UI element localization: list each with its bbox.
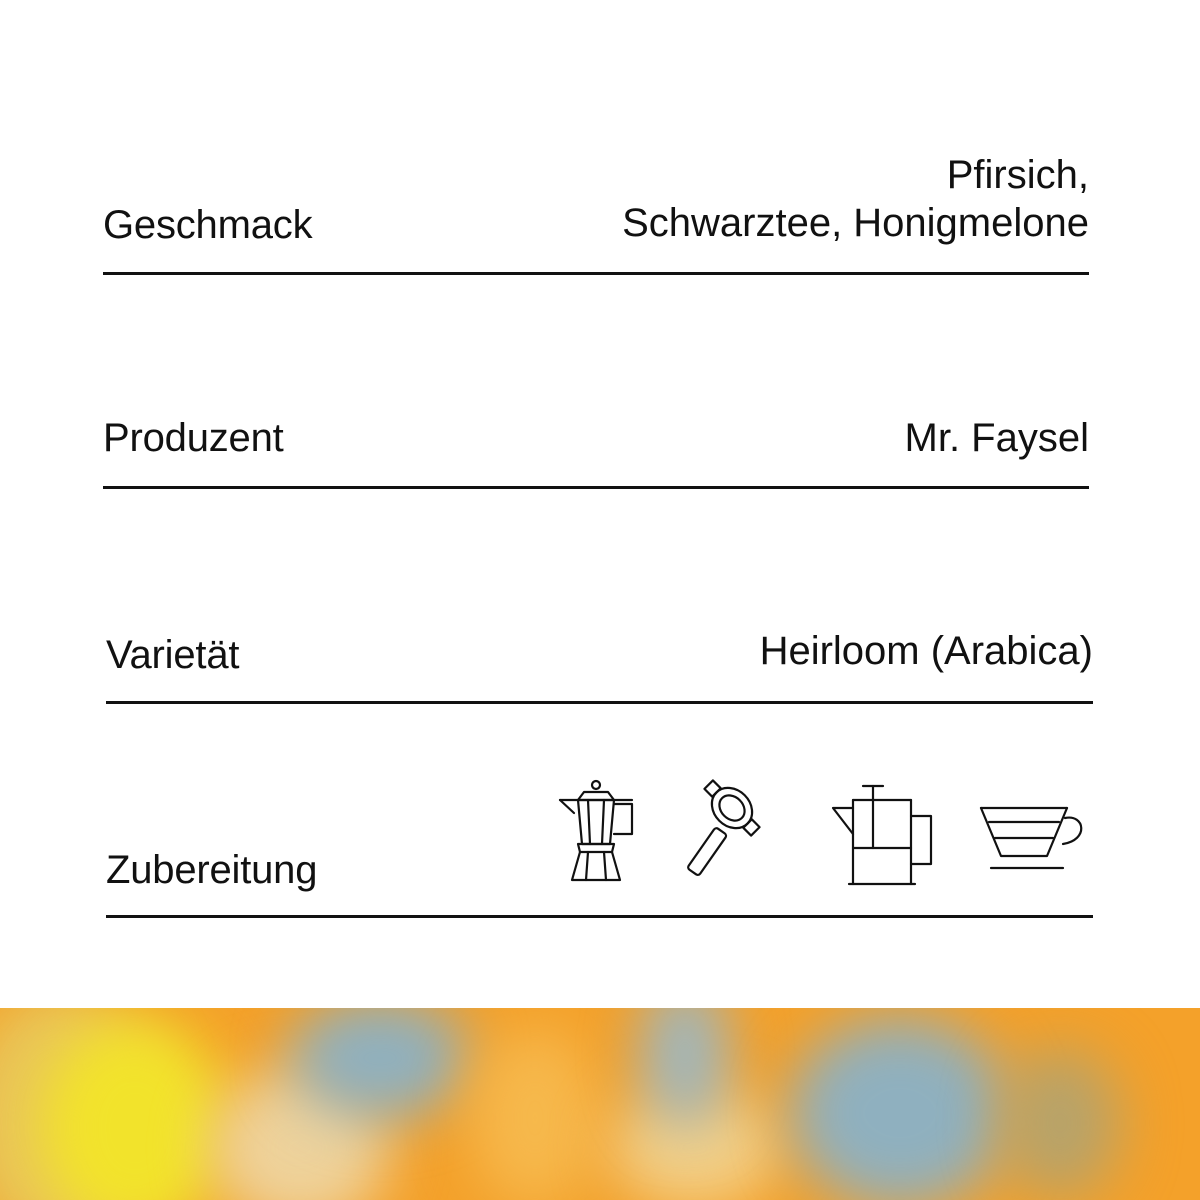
value-varietaet: Heirloom (Arabica) — [759, 629, 1093, 673]
gradient-blob — [790, 1018, 1010, 1200]
espresso-portafilter-icon — [687, 778, 777, 888]
row-geschmack — [103, 100, 1089, 275]
label-geschmack: Geschmack — [103, 203, 313, 247]
value-geschmack-line-2: Schwarztee, Honigmelone — [622, 201, 1089, 245]
label-varietaet: Varietät — [106, 633, 240, 677]
label-zubereitung: Zubereitung — [106, 848, 318, 892]
decorative-gradient-band — [0, 1008, 1200, 1200]
brew-method-icons — [554, 778, 1089, 888]
label-produzent: Produzent — [103, 416, 284, 460]
value-geschmack-line-1: Pfirsich, — [946, 153, 1089, 197]
pour-over-dripper-icon — [979, 778, 1089, 888]
value-geschmack — [622, 151, 1089, 247]
moka-pot-icon — [554, 778, 640, 888]
gradient-blob — [1000, 1048, 1120, 1198]
french-press-icon — [827, 778, 937, 888]
value-produzent: Mr. Faysel — [904, 416, 1089, 460]
gradient-blob — [470, 1028, 600, 1200]
row-produzent — [103, 320, 1089, 489]
row-varietaet — [106, 540, 1093, 704]
row-zubereitung — [106, 760, 1093, 918]
